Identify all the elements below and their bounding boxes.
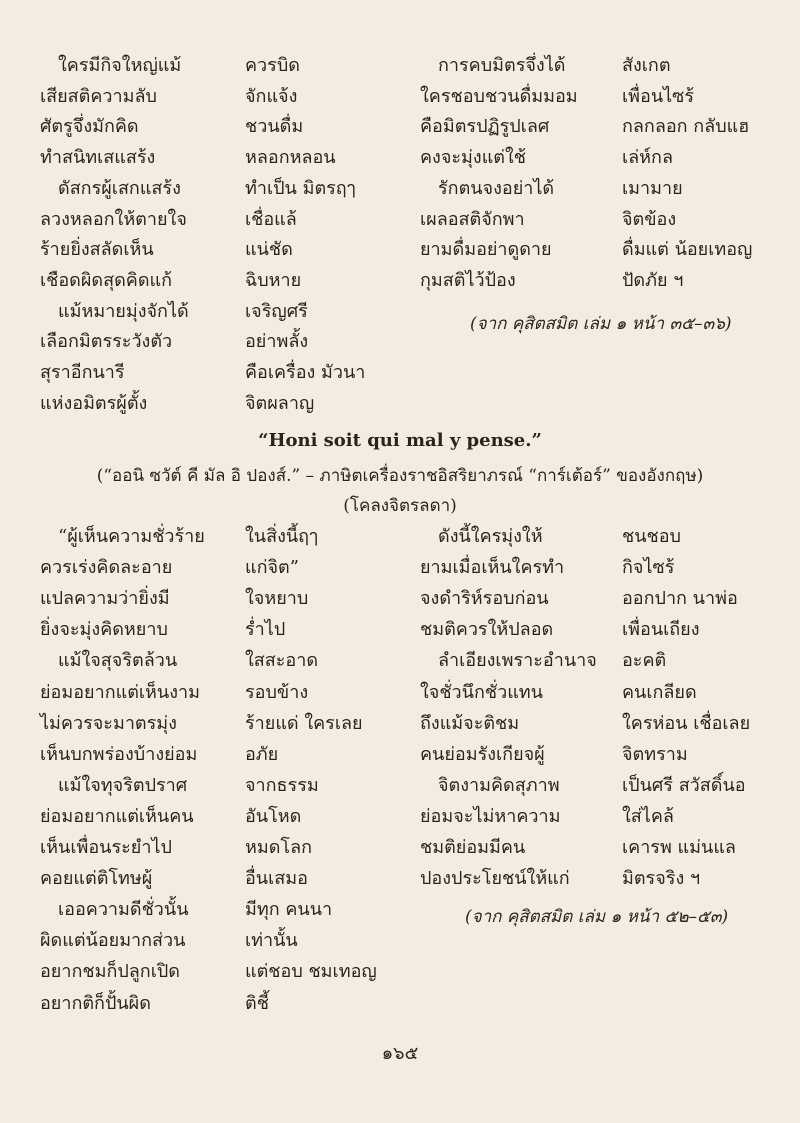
verse-row [0,646,800,676]
verse-segment: คอยแต่ติโทษผู้ [40,868,153,890]
verse-segment: อย่าพลั้ง [245,331,309,353]
verse-row [0,740,800,770]
verse-segment: มีทุก คนนา [245,899,333,921]
verse-row [0,51,800,81]
verse-segment: เพื่อนเถียง [622,619,700,641]
verse-row [0,864,800,894]
poem-source-title: (โคลงจิตรลดา) [343,496,457,516]
citation-1: (จาก คุสิตสมิต เล่ม ๑ หน้า ๓๕–๓๖) [470,314,732,334]
verse-segment: ใครมีกิจใหญ่แม้ [58,55,182,76]
verse-segment: แต่ชอบ ชมเทอญ [245,961,377,983]
verse-segment: ลวงหลอกให้ตายใจ [40,208,187,230]
citation-2: (จาก คุสิตสมิต เล่ม ๑ หน้า ๕๒–๕๓) [465,907,729,927]
verse-row [0,266,800,296]
verse-row [0,989,800,1019]
verse-segment: เลือกมิตรระวังตัว [40,331,173,353]
verse-segment: หมดโลก [245,837,313,858]
verse-segment: กลกลอก กลับแฮ [622,116,750,138]
verse-segment: จิตข้อง [622,208,677,230]
verse-segment: หลอกหลอน [245,147,336,169]
verse-segment: ชวนดื่ม [245,116,304,138]
verse-segment: ดังนี้ใครมุ่งให้ [438,526,543,547]
verse-segment: ใสสะอาด [245,650,319,672]
verse-segment: เผลอสติจักพา [420,208,525,230]
verse-segment: ชมติควรให้ปลอด [420,619,554,641]
verse-segment: เป็นศรี สวัสดิ์นอ [622,774,746,796]
page-number: ๑๖๕ [381,1043,419,1064]
verse-segment: เคารพ แม่นแล [622,837,736,858]
verse-segment: ผิดแต่น้อยมากส่วน [40,930,186,952]
verse-segment: เชือดผิดสุดคิดแก้ [40,269,173,291]
verse-segment: รอบข้าง [245,681,309,703]
verse-segment: เล่ห์กล [622,147,673,169]
verse-segment: แปลความว่ายิ่งมี [40,588,170,610]
verse-row [0,235,800,265]
verse-segment: สุราอีกนารี [40,362,125,383]
verse-row [0,143,800,173]
verse-row [0,553,800,583]
verse-segment: ออกปาก นาพ่อ [622,588,738,610]
verse-segment: คงจะมุ่งแต่ใช้ [420,147,526,169]
verse-segment: แน่ชัด [245,239,293,261]
verse-row [0,802,800,832]
verse-segment: เจริญศรี [245,300,308,322]
verse-segment: ชนชอบ [622,526,681,547]
verse-segment: ศัตรูจึ่งมักคิด [40,116,139,138]
verse-row [0,389,800,419]
verse-segment: เท่านั้น [245,930,298,952]
verse-row [0,709,800,739]
motto-translation: (“ออนิ ซวัต์ คี มัล อิ ปองส์.” – ภาษิตเครื่องราชอิสริยาภรณ์ “การ์เต้อร์” ของอังกฤษ) [96,466,704,486]
verse-row [0,926,800,956]
verse-row [0,174,800,204]
verse-segment: แม้หมายมุ่งจักได้ [58,300,189,322]
verse-row [0,833,800,863]
verse-segment: คือเครื่อง มัวนา [245,362,366,383]
verse-segment: ย่อมจะไม่หาความ [420,805,561,827]
verse-segment: ร้ายยิ่งสลัดเห็น [40,239,154,261]
verse-segment: แก่จิต” [245,557,299,579]
verse-segment: แม้ใจทุจริตปราศ [58,774,188,796]
verse-segment: รักตนจงอย่าได้ [438,177,555,199]
verse-segment: ควรบิด [245,55,300,76]
verse-segment: ยามดื่มอย่าดูดาย [420,239,552,261]
verse-segment: ใครห่อน เชื่อเลย [622,712,751,734]
verse-segment: เมามาย [622,177,683,199]
verse-segment: การคบมิตรจึ่งได้ [438,55,566,76]
verse-segment: แห่งอมิตรผู้ตั้ง [40,392,148,414]
verse-segment: ฉิบหาย [245,269,302,291]
verse-segment: ปองประโยชน์ให้แก่ [420,868,570,890]
verse-segment: จากธรรม [245,774,319,796]
verse-segment: ทำเป็น มิตรฤๅ [245,177,356,199]
verse-segment: คนเกลียด [622,681,697,703]
verse-segment: อะคติ [622,650,667,672]
verse-segment: ย่อมอยากแต่เห็นคน [40,805,194,827]
verse-segment: จักแจ้ง [245,85,298,107]
verse-segment: ดื่มแต่ น้อยเทอญ [622,239,753,261]
verse-segment: ติชี้ [245,992,269,1014]
verse-segment: คือมิตรปฏิรูปเลศ [420,116,550,138]
verse-segment: คนย่อมรังเกียจผู้ [420,743,545,765]
verse-segment: ชมติย่อมมีคน [420,837,526,858]
verse-segment: มิตรจริง ฯ [622,868,701,890]
verse-segment: อยากชมก็ปลูกเปิด [40,961,180,983]
verse-row [0,584,800,614]
verse-segment: อันโหด [245,805,302,827]
verse-row [0,957,800,987]
verse-segment: เห็นบกพร่องบ้างย่อม [40,743,198,765]
verse-segment: จิตงามคิดสุภาพ [438,774,560,796]
verse-segment: เพื่อนไซร้ [622,85,695,107]
verse-segment: อภัย [245,743,279,765]
verse-segment: จิตทราม [622,743,688,765]
verse-segment: เห็นเพื่อนระยำไป [40,837,172,858]
verse-row [0,82,800,112]
verse-segment: สังเกต [622,55,671,76]
verse-segment: เออความดีชั่วนั้น [58,899,189,921]
verse-segment: จิตผลาญ [245,392,315,414]
verse-segment: ดัสกรผู้เสกแสร้ง [58,177,181,199]
verse-segment: “ผู้เห็นความชั่วร้าย [58,526,205,547]
verse-segment: ยามเมื่อเห็นใครทำ [420,557,565,579]
verse-segment: ย่อมอยากแต่เห็นงาม [40,681,200,703]
verse-segment: จงดำริห์รอบก่อน [420,588,549,610]
verse-segment: เสียสติความลับ [40,85,157,107]
verse-segment: ใส่ไคล้ [622,805,674,827]
verse-row [0,522,800,552]
verse-segment: แม้ใจสุจริตล้วน [58,650,178,672]
verse-row [0,771,800,801]
verse-segment: ใจหยาบ [245,588,309,610]
verse-segment: กิจไซร้ [622,557,675,579]
verse-segment: ถึงแม้จะติชม [420,712,520,734]
verse-segment: เชื่อแล้ [245,208,297,230]
verse-row [0,615,800,645]
verse-segment: ควรเร่งคิดละอาย [40,557,173,579]
verse-segment: ร้ายแด่ ใครเลย [245,712,363,734]
verse-segment: อื่นเสมอ [245,868,308,890]
verse-segment: ทำสนิทเสแสร้ง [40,147,156,169]
verse-segment: ใจชั่วนึกชั่วแทน [420,681,543,703]
verse-row [0,358,800,388]
latin-motto: “Honi soit qui mal y pense.” [258,430,542,451]
verse-segment: กุมสติไว้ป้อง [420,269,516,291]
verse-segment: ในสิ่งนี้ฤๅ [245,526,318,547]
verse-row [0,112,800,142]
verse-segment: ลำเอียงเพราะอำนาจ [438,650,597,672]
verse-row [0,678,800,708]
verse-segment: ยิ่งจะมุ่งคิดหยาบ [40,619,168,641]
verse-row [0,205,800,235]
verse-segment: อยากติก็ปั้นผิด [40,992,151,1014]
verse-segment: ใครชอบชวนดื่มมอม [420,85,578,107]
verse-segment: ไม่ควรจะมาตรมุ่ง [40,712,177,734]
verse-segment: ร่ำไป [245,619,286,641]
verse-segment: ปัดภัย ฯ [622,269,684,291]
